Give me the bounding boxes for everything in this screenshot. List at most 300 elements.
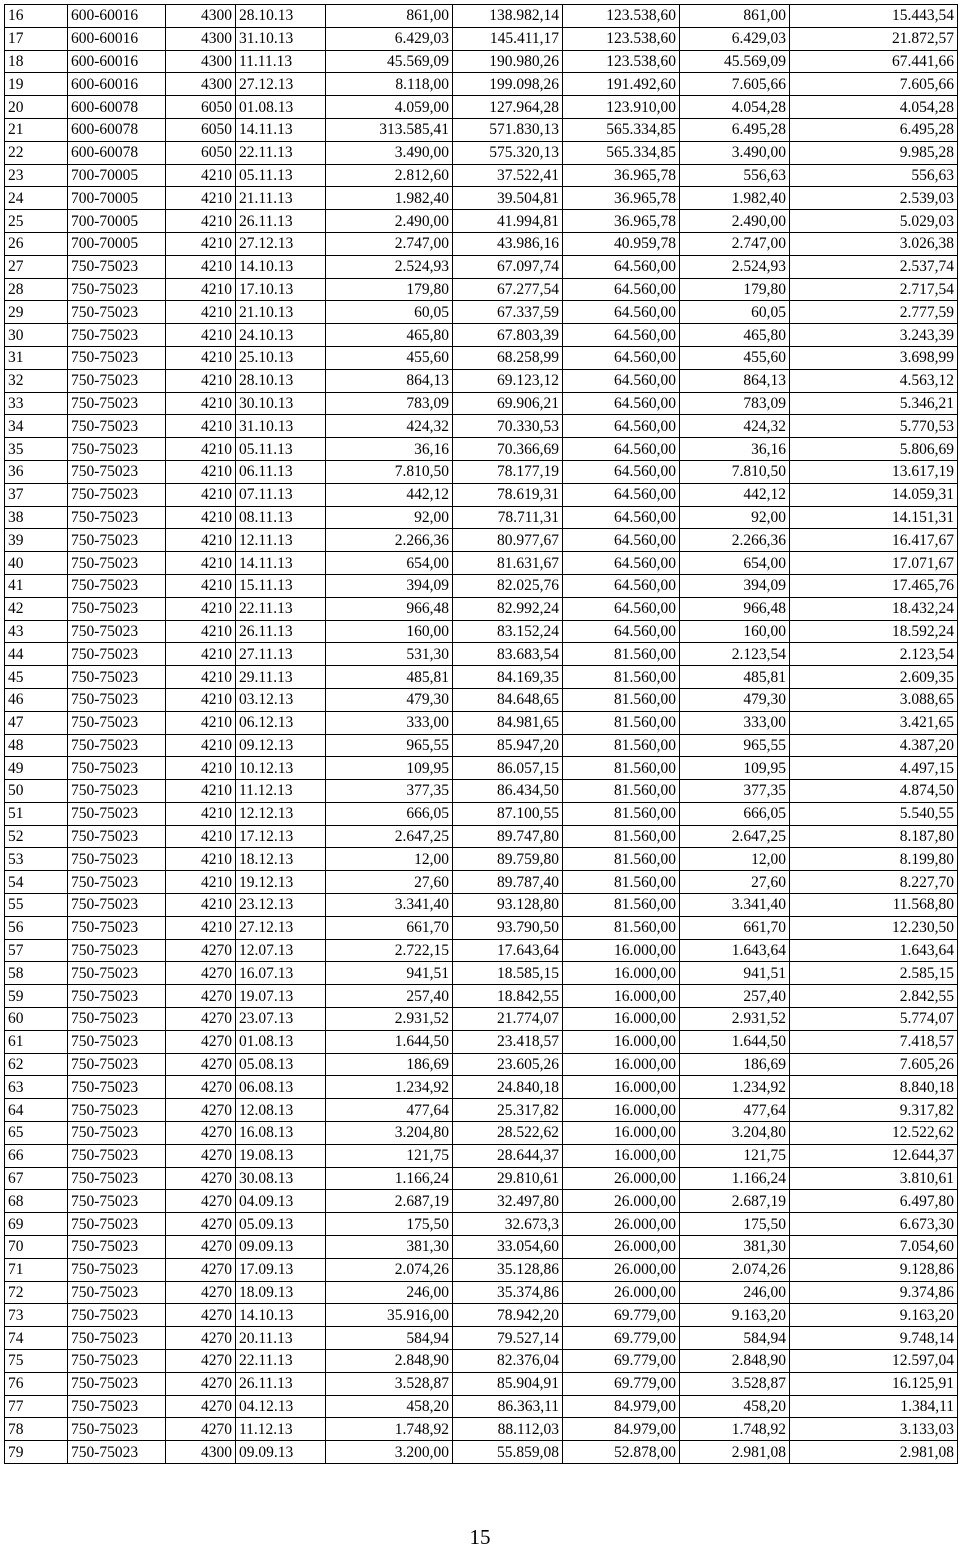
cell-date: 19.12.13 xyxy=(236,871,326,894)
cell-no: 55 xyxy=(5,894,68,917)
cell-account: 600-60078 xyxy=(68,96,166,119)
cell-no: 25 xyxy=(5,210,68,233)
cell-date: 12.08.13 xyxy=(236,1099,326,1122)
cell-amount: 2.722,15 xyxy=(326,939,453,962)
cell-no: 56 xyxy=(5,916,68,939)
table-row xyxy=(5,529,958,552)
cell-code: 4270 xyxy=(166,1076,236,1099)
cell-date: 26.11.13 xyxy=(236,1372,326,1395)
cell-amount: 160,00 xyxy=(326,620,453,643)
cell-balance: 4.054,28 xyxy=(790,96,958,119)
table-row xyxy=(5,1190,958,1213)
cell-date: 25.10.13 xyxy=(236,346,326,369)
cell-account: 750-75023 xyxy=(68,1053,166,1076)
cell-allocated: 40.959,78 xyxy=(563,232,680,255)
table-row xyxy=(5,415,958,438)
cell-no: 16 xyxy=(5,5,68,28)
cell-date: 06.12.13 xyxy=(236,711,326,734)
cell-no: 30 xyxy=(5,324,68,347)
cell-cumulative-total: 37.522,41 xyxy=(453,164,563,187)
cell-date: 27.12.13 xyxy=(236,916,326,939)
cell-date: 30.08.13 xyxy=(236,1167,326,1190)
cell-balance: 3.133,03 xyxy=(790,1418,958,1441)
cell-cumulative-total: 89.787,40 xyxy=(453,871,563,894)
cell-allocated: 81.560,00 xyxy=(563,688,680,711)
cell-partial: 3.528,87 xyxy=(680,1372,790,1395)
cell-balance: 3.088,65 xyxy=(790,688,958,711)
cell-code: 4210 xyxy=(166,460,236,483)
cell-no: 74 xyxy=(5,1327,68,1350)
cell-account: 700-70005 xyxy=(68,187,166,210)
cell-balance: 5.774,07 xyxy=(790,1008,958,1031)
cell-allocated: 565.334,85 xyxy=(563,118,680,141)
cell-date: 31.10.13 xyxy=(236,27,326,50)
cell-allocated: 69.779,00 xyxy=(563,1304,680,1327)
cell-no: 31 xyxy=(5,346,68,369)
cell-balance: 4.387,20 xyxy=(790,734,958,757)
cell-partial: 6.495,28 xyxy=(680,118,790,141)
table-row xyxy=(5,1030,958,1053)
cell-date: 19.08.13 xyxy=(236,1144,326,1167)
cell-no: 77 xyxy=(5,1395,68,1418)
table-row xyxy=(5,1236,958,1259)
cell-code: 4210 xyxy=(166,848,236,871)
table-row xyxy=(5,210,958,233)
cell-allocated: 26.000,00 xyxy=(563,1167,680,1190)
cell-balance: 9.317,82 xyxy=(790,1099,958,1122)
table-row xyxy=(5,5,958,28)
cell-code: 4270 xyxy=(166,1213,236,1236)
cell-balance: 7.605,26 xyxy=(790,1053,958,1076)
table-row xyxy=(5,985,958,1008)
cell-cumulative-total: 41.994,81 xyxy=(453,210,563,233)
table-row xyxy=(5,392,958,415)
cell-allocated: 123.910,00 xyxy=(563,96,680,119)
cell-allocated: 81.560,00 xyxy=(563,666,680,689)
cell-code: 6050 xyxy=(166,96,236,119)
cell-account: 750-75023 xyxy=(68,802,166,825)
cell-cumulative-total: 84.169,35 xyxy=(453,666,563,689)
cell-cumulative-total: 85.904,91 xyxy=(453,1372,563,1395)
cell-account: 750-75023 xyxy=(68,1304,166,1327)
cell-allocated: 36.965,78 xyxy=(563,210,680,233)
cell-partial: 12,00 xyxy=(680,848,790,871)
table-row xyxy=(5,734,958,757)
table-row xyxy=(5,1395,958,1418)
cell-no: 78 xyxy=(5,1418,68,1441)
cell-balance: 8.199,80 xyxy=(790,848,958,871)
cell-code: 4270 xyxy=(166,1030,236,1053)
cell-balance: 16.125,91 xyxy=(790,1372,958,1395)
cell-cumulative-total: 39.504,81 xyxy=(453,187,563,210)
cell-date: 28.10.13 xyxy=(236,369,326,392)
cell-no: 35 xyxy=(5,438,68,461)
cell-partial: 9.163,20 xyxy=(680,1304,790,1327)
cell-balance: 14.059,31 xyxy=(790,483,958,506)
cell-amount: 485,81 xyxy=(326,666,453,689)
cell-code: 4270 xyxy=(166,962,236,985)
cell-allocated: 64.560,00 xyxy=(563,278,680,301)
cell-cumulative-total: 23.418,57 xyxy=(453,1030,563,1053)
cell-account: 600-60078 xyxy=(68,118,166,141)
cell-code: 4210 xyxy=(166,552,236,575)
cell-date: 14.11.13 xyxy=(236,118,326,141)
cell-account: 750-75023 xyxy=(68,324,166,347)
cell-code: 4300 xyxy=(166,27,236,50)
cell-amount: 4.059,00 xyxy=(326,96,453,119)
cell-allocated: 64.560,00 xyxy=(563,255,680,278)
table-row xyxy=(5,916,958,939)
cell-balance: 2.777,59 xyxy=(790,301,958,324)
cell-cumulative-total: 84.648,65 xyxy=(453,688,563,711)
cell-code: 4210 xyxy=(166,301,236,324)
cell-allocated: 26.000,00 xyxy=(563,1281,680,1304)
cell-code: 4210 xyxy=(166,574,236,597)
cell-date: 12.12.13 xyxy=(236,802,326,825)
cell-account: 750-75023 xyxy=(68,597,166,620)
cell-code: 4270 xyxy=(166,1281,236,1304)
cell-amount: 12,00 xyxy=(326,848,453,871)
cell-no: 48 xyxy=(5,734,68,757)
cell-no: 38 xyxy=(5,506,68,529)
cell-amount: 60,05 xyxy=(326,301,453,324)
cell-no: 52 xyxy=(5,825,68,848)
cell-no: 20 xyxy=(5,96,68,119)
cell-allocated: 26.000,00 xyxy=(563,1258,680,1281)
cell-no: 79 xyxy=(5,1441,68,1464)
cell-balance: 2.537,74 xyxy=(790,255,958,278)
cell-date: 16.08.13 xyxy=(236,1122,326,1145)
cell-account: 750-75023 xyxy=(68,1213,166,1236)
ledger-body xyxy=(5,5,958,1464)
table-row xyxy=(5,118,958,141)
cell-code: 4300 xyxy=(166,73,236,96)
table-row xyxy=(5,643,958,666)
table-row xyxy=(5,552,958,575)
cell-partial: 7.810,50 xyxy=(680,460,790,483)
cell-amount: 661,70 xyxy=(326,916,453,939)
cell-code: 4210 xyxy=(166,438,236,461)
cell-account: 600-60016 xyxy=(68,50,166,73)
cell-date: 21.11.13 xyxy=(236,187,326,210)
cell-date: 17.09.13 xyxy=(236,1258,326,1281)
cell-amount: 36,16 xyxy=(326,438,453,461)
cell-partial: 1.166,24 xyxy=(680,1167,790,1190)
cell-account: 750-75023 xyxy=(68,1144,166,1167)
cell-allocated: 69.779,00 xyxy=(563,1350,680,1373)
cell-balance: 7.418,57 xyxy=(790,1030,958,1053)
cell-partial: 92,00 xyxy=(680,506,790,529)
cell-no: 36 xyxy=(5,460,68,483)
cell-no: 69 xyxy=(5,1213,68,1236)
cell-partial: 661,70 xyxy=(680,916,790,939)
cell-amount: 45.569,09 xyxy=(326,50,453,73)
cell-cumulative-total: 93.790,50 xyxy=(453,916,563,939)
cell-cumulative-total: 32.673,3 xyxy=(453,1213,563,1236)
cell-balance: 2.585,15 xyxy=(790,962,958,985)
cell-no: 21 xyxy=(5,118,68,141)
cell-cumulative-total: 89.747,80 xyxy=(453,825,563,848)
cell-date: 09.09.13 xyxy=(236,1441,326,1464)
cell-partial: 175,50 xyxy=(680,1213,790,1236)
cell-date: 18.09.13 xyxy=(236,1281,326,1304)
cell-no: 51 xyxy=(5,802,68,825)
table-row xyxy=(5,802,958,825)
cell-partial: 4.054,28 xyxy=(680,96,790,119)
cell-amount: 2.812,60 xyxy=(326,164,453,187)
cell-no: 59 xyxy=(5,985,68,1008)
cell-amount: 3.490,00 xyxy=(326,141,453,164)
cell-date: 01.08.13 xyxy=(236,1030,326,1053)
cell-balance: 7.605,66 xyxy=(790,73,958,96)
cell-balance: 3.698,99 xyxy=(790,346,958,369)
cell-amount: 584,94 xyxy=(326,1327,453,1350)
cell-allocated: 16.000,00 xyxy=(563,1030,680,1053)
cell-amount: 6.429,03 xyxy=(326,27,453,50)
cell-partial: 381,30 xyxy=(680,1236,790,1259)
cell-balance: 12.230,50 xyxy=(790,916,958,939)
cell-account: 600-60016 xyxy=(68,73,166,96)
table-row xyxy=(5,1008,958,1031)
cell-account: 750-75023 xyxy=(68,415,166,438)
cell-allocated: 64.560,00 xyxy=(563,346,680,369)
cell-code: 4210 xyxy=(166,894,236,917)
cell-allocated: 81.560,00 xyxy=(563,643,680,666)
cell-cumulative-total: 575.320,13 xyxy=(453,141,563,164)
cell-partial: 783,09 xyxy=(680,392,790,415)
cell-partial: 60,05 xyxy=(680,301,790,324)
cell-balance: 17.465,76 xyxy=(790,574,958,597)
cell-allocated: 64.560,00 xyxy=(563,460,680,483)
cell-no: 43 xyxy=(5,620,68,643)
cell-partial: 394,09 xyxy=(680,574,790,597)
cell-account: 750-75023 xyxy=(68,734,166,757)
cell-no: 60 xyxy=(5,1008,68,1031)
cell-partial: 2.490,00 xyxy=(680,210,790,233)
cell-code: 4210 xyxy=(166,232,236,255)
cell-partial: 333,00 xyxy=(680,711,790,734)
cell-account: 600-60016 xyxy=(68,5,166,28)
cell-cumulative-total: 70.366,69 xyxy=(453,438,563,461)
cell-partial: 2.687,19 xyxy=(680,1190,790,1213)
cell-allocated: 36.965,78 xyxy=(563,187,680,210)
cell-amount: 2.848,90 xyxy=(326,1350,453,1373)
cell-balance: 2.539,03 xyxy=(790,187,958,210)
cell-balance: 9.163,20 xyxy=(790,1304,958,1327)
cell-partial: 27,60 xyxy=(680,871,790,894)
cell-code: 4270 xyxy=(166,1053,236,1076)
table-row xyxy=(5,711,958,734)
cell-no: 73 xyxy=(5,1304,68,1327)
cell-balance: 3.243,39 xyxy=(790,324,958,347)
cell-account: 750-75023 xyxy=(68,278,166,301)
cell-partial: 7.605,66 xyxy=(680,73,790,96)
cell-allocated: 123.538,60 xyxy=(563,50,680,73)
cell-partial: 458,20 xyxy=(680,1395,790,1418)
cell-account: 700-70005 xyxy=(68,164,166,187)
cell-cumulative-total: 80.977,67 xyxy=(453,529,563,552)
cell-cumulative-total: 70.330,53 xyxy=(453,415,563,438)
cell-account: 750-75023 xyxy=(68,1372,166,1395)
cell-code: 4270 xyxy=(166,1122,236,1145)
cell-cumulative-total: 28.522,62 xyxy=(453,1122,563,1145)
cell-balance: 2.609,35 xyxy=(790,666,958,689)
cell-balance: 2.123,54 xyxy=(790,643,958,666)
cell-amount: 477,64 xyxy=(326,1099,453,1122)
cell-allocated: 565.334,85 xyxy=(563,141,680,164)
cell-cumulative-total: 571.830,13 xyxy=(453,118,563,141)
cell-no: 62 xyxy=(5,1053,68,1076)
cell-code: 4270 xyxy=(166,1190,236,1213)
cell-allocated: 84.979,00 xyxy=(563,1395,680,1418)
cell-no: 32 xyxy=(5,369,68,392)
cell-allocated: 64.560,00 xyxy=(563,597,680,620)
cell-code: 4210 xyxy=(166,688,236,711)
cell-amount: 8.118,00 xyxy=(326,73,453,96)
cell-balance: 18.432,24 xyxy=(790,597,958,620)
page-number: 15 xyxy=(469,1525,491,1549)
table-row xyxy=(5,1167,958,1190)
cell-partial: 654,00 xyxy=(680,552,790,575)
cell-allocated: 81.560,00 xyxy=(563,825,680,848)
table-row xyxy=(5,939,958,962)
cell-date: 14.11.13 xyxy=(236,552,326,575)
cell-account: 750-75023 xyxy=(68,620,166,643)
cell-date: 31.10.13 xyxy=(236,415,326,438)
cell-balance: 21.872,57 xyxy=(790,27,958,50)
cell-balance: 2.981,08 xyxy=(790,1441,958,1464)
cell-code: 4210 xyxy=(166,210,236,233)
cell-code: 4210 xyxy=(166,825,236,848)
cell-cumulative-total: 83.152,24 xyxy=(453,620,563,643)
cell-balance: 67.441,66 xyxy=(790,50,958,73)
cell-partial: 864,13 xyxy=(680,369,790,392)
cell-partial: 257,40 xyxy=(680,985,790,1008)
cell-account: 750-75023 xyxy=(68,1008,166,1031)
table-row xyxy=(5,141,958,164)
cell-cumulative-total: 78.942,20 xyxy=(453,1304,563,1327)
cell-amount: 179,80 xyxy=(326,278,453,301)
table-row xyxy=(5,483,958,506)
cell-date: 17.10.13 xyxy=(236,278,326,301)
cell-balance: 9.128,86 xyxy=(790,1258,958,1281)
table-row xyxy=(5,1053,958,1076)
cell-partial: 477,64 xyxy=(680,1099,790,1122)
cell-amount: 783,09 xyxy=(326,392,453,415)
cell-amount: 2.490,00 xyxy=(326,210,453,233)
cell-allocated: 81.560,00 xyxy=(563,711,680,734)
cell-partial: 966,48 xyxy=(680,597,790,620)
cell-account: 750-75023 xyxy=(68,1327,166,1350)
cell-balance: 8.187,80 xyxy=(790,825,958,848)
cell-date: 27.12.13 xyxy=(236,232,326,255)
table-row xyxy=(5,1350,958,1373)
cell-code: 4210 xyxy=(166,324,236,347)
cell-code: 4210 xyxy=(166,620,236,643)
cell-cumulative-total: 43.986,16 xyxy=(453,232,563,255)
cell-cumulative-total: 86.434,50 xyxy=(453,780,563,803)
cell-partial: 965,55 xyxy=(680,734,790,757)
table-row xyxy=(5,1144,958,1167)
cell-balance: 8.227,70 xyxy=(790,871,958,894)
cell-amount: 2.931,52 xyxy=(326,1008,453,1031)
cell-amount: 1.644,50 xyxy=(326,1030,453,1053)
cell-amount: 257,40 xyxy=(326,985,453,1008)
cell-amount: 2.074,26 xyxy=(326,1258,453,1281)
cell-code: 4270 xyxy=(166,1099,236,1122)
cell-no: 67 xyxy=(5,1167,68,1190)
cell-account: 750-75023 xyxy=(68,1281,166,1304)
cell-allocated: 64.560,00 xyxy=(563,369,680,392)
cell-cumulative-total: 81.631,67 xyxy=(453,552,563,575)
cell-date: 22.11.13 xyxy=(236,141,326,164)
cell-allocated: 36.965,78 xyxy=(563,164,680,187)
cell-amount: 531,30 xyxy=(326,643,453,666)
cell-date: 04.09.13 xyxy=(236,1190,326,1213)
cell-partial: 1.643,64 xyxy=(680,939,790,962)
cell-balance: 12.644,37 xyxy=(790,1144,958,1167)
table-row xyxy=(5,1327,958,1350)
cell-amount: 966,48 xyxy=(326,597,453,620)
table-row xyxy=(5,666,958,689)
cell-balance: 12.597,04 xyxy=(790,1350,958,1373)
cell-code: 4210 xyxy=(166,711,236,734)
cell-code: 4210 xyxy=(166,506,236,529)
cell-account: 750-75023 xyxy=(68,711,166,734)
cell-amount: 1.982,40 xyxy=(326,187,453,210)
cell-account: 750-75023 xyxy=(68,916,166,939)
cell-amount: 35.916,00 xyxy=(326,1304,453,1327)
cell-partial: 455,60 xyxy=(680,346,790,369)
cell-date: 09.12.13 xyxy=(236,734,326,757)
cell-cumulative-total: 69.906,21 xyxy=(453,392,563,415)
cell-partial: 6.429,03 xyxy=(680,27,790,50)
cell-allocated: 16.000,00 xyxy=(563,1122,680,1145)
cell-no: 39 xyxy=(5,529,68,552)
cell-amount: 381,30 xyxy=(326,1236,453,1259)
cell-amount: 465,80 xyxy=(326,324,453,347)
cell-partial: 2.931,52 xyxy=(680,1008,790,1031)
cell-cumulative-total: 33.054,60 xyxy=(453,1236,563,1259)
cell-date: 11.12.13 xyxy=(236,1418,326,1441)
cell-amount: 424,32 xyxy=(326,415,453,438)
cell-amount: 3.204,80 xyxy=(326,1122,453,1145)
cell-code: 4210 xyxy=(166,780,236,803)
cell-code: 4300 xyxy=(166,1441,236,1464)
cell-code: 4210 xyxy=(166,392,236,415)
cell-no: 65 xyxy=(5,1122,68,1145)
cell-no: 53 xyxy=(5,848,68,871)
cell-no: 27 xyxy=(5,255,68,278)
cell-account: 750-75023 xyxy=(68,460,166,483)
cell-amount: 2.647,25 xyxy=(326,825,453,848)
cell-allocated: 81.560,00 xyxy=(563,734,680,757)
cell-partial: 2.848,90 xyxy=(680,1350,790,1373)
cell-no: 49 xyxy=(5,757,68,780)
cell-no: 40 xyxy=(5,552,68,575)
cell-no: 71 xyxy=(5,1258,68,1281)
cell-code: 4210 xyxy=(166,529,236,552)
cell-partial: 442,12 xyxy=(680,483,790,506)
cell-no: 44 xyxy=(5,643,68,666)
cell-balance: 4.563,12 xyxy=(790,369,958,392)
cell-code: 4270 xyxy=(166,1372,236,1395)
cell-date: 29.11.13 xyxy=(236,666,326,689)
cell-date: 05.08.13 xyxy=(236,1053,326,1076)
cell-no: 33 xyxy=(5,392,68,415)
table-row xyxy=(5,232,958,255)
cell-cumulative-total: 85.947,20 xyxy=(453,734,563,757)
